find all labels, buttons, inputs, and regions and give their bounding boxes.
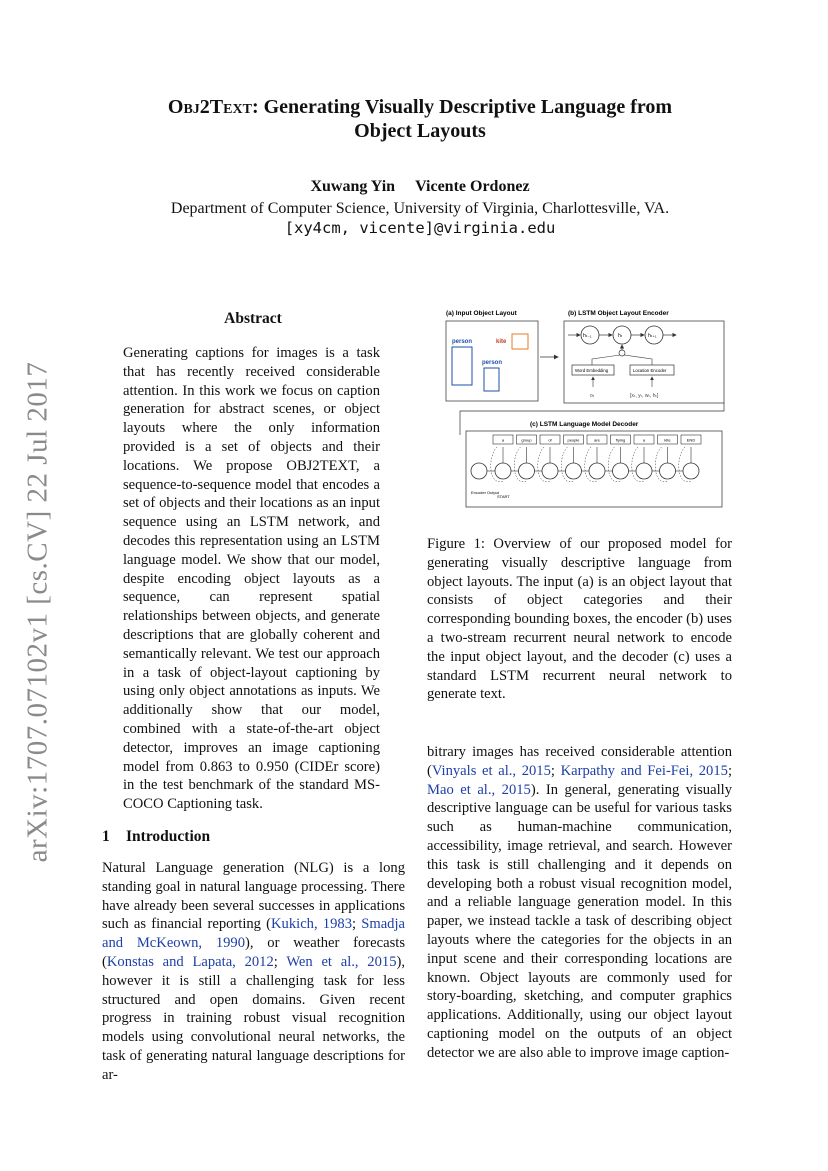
hidden-state-label: hₜ₋₁	[583, 333, 592, 339]
body-text: ;	[273, 953, 287, 970]
output-word: END	[686, 437, 696, 443]
lstm-cell	[471, 463, 487, 479]
arxiv-sidebar-stamp	[18, 361, 58, 863]
output-word: a	[642, 437, 646, 443]
connector	[460, 403, 724, 435]
arxiv-identifier: arXiv:1707.07102v1 [cs.CV] 22 Jul 2017	[21, 361, 54, 863]
lstm-cell	[683, 463, 699, 479]
paper-title	[100, 95, 740, 143]
word-embedding-label: Word Embedding	[575, 368, 609, 373]
body-text: bitrary images has received considerable attention (	[427, 744, 732, 779]
section-number: 1	[102, 828, 110, 845]
panel-b-label: (b) LSTM Object Layout Encoder	[568, 310, 669, 317]
lstm-cell	[613, 463, 629, 479]
author-email: [xy4cm, vicente]@virginia.edu	[284, 219, 556, 237]
lstm-cell	[542, 463, 558, 479]
object-label: person	[482, 360, 503, 366]
abstract-heading: Abstract	[224, 310, 282, 327]
intro-paragraph-continued	[427, 743, 732, 1063]
citation-link[interactable]: Vinyals et al., 2015	[431, 762, 551, 779]
body-text: ), however it is still a challenging task for less structured and open domains. Given recent progress in training robust visual recognition models using convolutional neural networks, the task of generating natural language descriptions for ar-	[102, 953, 406, 1083]
model-overview-diagram	[440, 307, 732, 517]
section-heading	[102, 828, 210, 846]
hidden-state-label: hₜ	[618, 333, 623, 339]
citation-link[interactable]: Smadja and McKeown, 1990	[102, 916, 406, 952]
section-title: Introduction	[126, 828, 211, 845]
citation-link[interactable]: Mao et al., 2015	[427, 781, 531, 798]
citation-link[interactable]: Wen et al., 2015	[286, 953, 397, 970]
lstm-cell	[519, 463, 535, 479]
citation-link[interactable]: Kukich, 1983	[271, 916, 352, 933]
title-model-name: Obj2Text	[167, 96, 252, 118]
lstm-cell	[660, 463, 676, 479]
object-token-label: oₜ	[590, 393, 595, 399]
citation-link[interactable]: Karpathy and Fei-Fei, 2015	[560, 762, 728, 779]
citation-link[interactable]: Konstas and Lapata, 2012	[106, 953, 274, 970]
affiliation: Department of Computer Science, University of Virginia, Charlottesville, VA.	[170, 200, 670, 217]
object-label: person	[452, 339, 473, 345]
author-name: Vicente Ordonez	[415, 178, 530, 195]
figure-caption: Figure 1: Overview of our proposed model for generating visually descriptive language from object layouts. The input (a) is an object layout that consists of object categories and their corresponding bounding boxes, the encoder (b) uses a two-stream recurrent neural network to encode the input object layout, and the decoder (c) uses a standard LSTM recurrent neural network to generate text.	[427, 536, 732, 703]
abstract-text: Generating captions for images is a task that has recently received considerable attention. In this work we focus on caption generation for abstract scenes, or object layouts where the only information provided is a set of objects and their locations. We propose OBJ2TEXT, a sequence-to-sequence model that encodes a set of objects and their locations as an input sequence using an LSTM network, and decodes this representation using an LSTM language model. We show that our model, despite encoding object layouts as a sequence, can represent spatial relationships between objects, and generate descriptions that are globally coherent and semantically relevant. We test our approach in a task of object-layout captioning by using only object annotations as inputs. We additionally show that our model, combined with a state-of-the-art object detector, improves an image captioning model from 0.863 to 0.950 (CIDEr score) in the test benchmark of the standard MS-COCO Captioning task.	[123, 345, 380, 813]
output-word: flying	[615, 437, 626, 443]
body-text: Natural Language generation (NLG) is a long standing goal in natural language processing. There have already been several successes in applications such as financial reporting (	[102, 860, 405, 933]
hidden-state-label: hₜ₊₁	[648, 333, 657, 339]
body-text: ;	[550, 762, 561, 779]
output-word: group	[521, 437, 532, 443]
body-text: ), or weather forecasts (	[102, 935, 406, 970]
lstm-cell	[589, 463, 605, 479]
figure-1	[440, 307, 732, 517]
location-encoder-label: Location Encoder	[633, 368, 667, 373]
output-word: kite	[664, 437, 671, 443]
panel-c-label: (c) LSTM Language Model Decoder	[530, 421, 639, 428]
author-name: Xuwang Yin	[310, 178, 396, 195]
start-token-label: START	[497, 494, 510, 499]
lstm-cell	[636, 463, 652, 479]
author-list	[100, 178, 740, 196]
encoder-output-label: Encoder Output	[471, 490, 500, 495]
body-text: ;	[352, 916, 362, 933]
intro-paragraph	[102, 859, 405, 1085]
object-label: kite	[496, 339, 507, 345]
output-word: people	[567, 437, 580, 443]
title-line2: Object Layouts	[354, 120, 486, 142]
body-text: ;	[727, 762, 733, 779]
title-line1: : Generating Visually Descriptive Language from	[251, 96, 673, 118]
lstm-cell	[566, 463, 582, 479]
lstm-cell	[495, 463, 511, 479]
output-word: a	[501, 437, 505, 443]
panel-a-label: (a) Input Object Layout	[446, 310, 517, 317]
location-vector-label: [xₜ, yₜ, wₜ, hₜ]	[630, 393, 659, 399]
output-word: are	[594, 437, 600, 443]
output-word: of	[548, 437, 552, 443]
body-text: ). In general, generating visually descriptive language can be useful for various tasks such as human-machine communication, accessibility, image retrieval, and search. However this task is still challenging and it depends on developing both a robust visual recognition model, and a reliable language generation model. In this paper, we instead tackle a task of describing object layouts where the categories for the objects in an input scene and their corresponding locations are known. Object layouts are commonly used for story-boarding, sketching, and computer graphics applications. Additionally, using our object layout captioning model on the outputs of an object detector we are also able to improve image caption-	[427, 781, 732, 1061]
